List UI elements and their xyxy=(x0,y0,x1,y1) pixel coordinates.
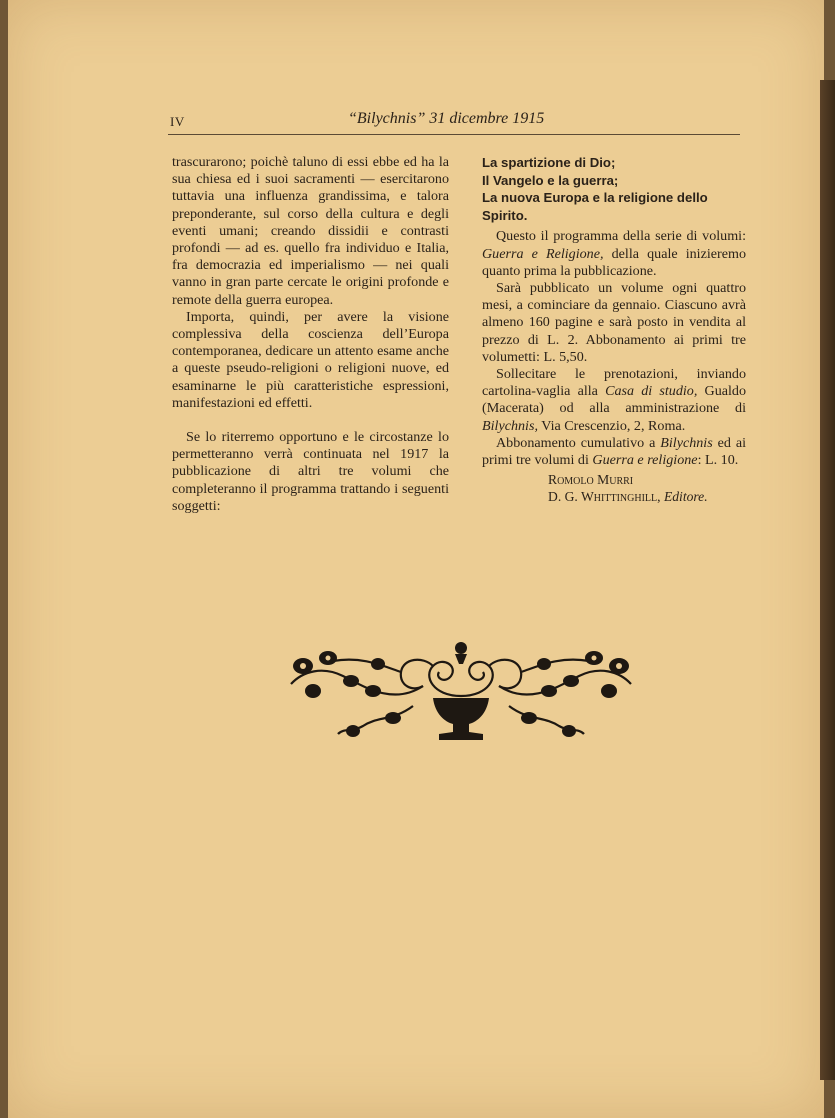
running-head: “Bilychnis” 31 dicembre 1915 xyxy=(348,110,545,127)
reservation-paragraph: Sollecitare le prenotazioni, inviando cartolina-vaglia alla Casa di studio, Gualdo (Macerata) od alla amministrazione di Bilychnis, Via Crescenzio, 2, Roma. xyxy=(482,366,747,434)
subject-item: La spartizione di Dio; xyxy=(482,155,616,170)
subjects-list xyxy=(482,154,746,224)
signature-murri: Romolo Murri xyxy=(548,472,634,488)
right-column xyxy=(482,154,746,506)
page-number: IV xyxy=(170,114,185,129)
left-paragraph-3: Se lo riterremo opportuno e le circostanze lo permetteranno verrà continuata nel 1917 la pubblicazione di altri tre volumi che completeranno il programma trattando i seguenti soggetti: xyxy=(172,429,449,514)
left-paragraph-1: trascurarono; poichè taluno di essi ebbe ed ha la sua chiesa ed i suoi sacramenti — esercitarono tuttavia una influenza grandissima, e talora preponderante, sul corso della cultura e degli eventi umani; creando dissidii e contrasti profondi — ad es. quello fra individuo e Italia, fra democrazia ed imperialismo — nei quali vanno in gran parte cercate le origini profonde e remote della guerra europea. xyxy=(172,154,449,308)
floral-urn-ornament-icon xyxy=(283,636,639,746)
signature-whittinghill: D. G. Whittinghill, Editore. xyxy=(548,489,708,505)
left-column xyxy=(172,154,449,515)
subscription-paragraph: Abbonamento cumulativo a Bilychnis ed ai primi tre volumi di Guerra e religione: L. 10. xyxy=(482,434,746,469)
program-paragraph: Questo il programma della serie di volumi: Guerra e Religione, della quale inizieremo quanto prima la pubblicazione. xyxy=(482,228,746,279)
subject-item: Il Vangelo e la guerra; xyxy=(482,172,619,188)
series-title: Guerra e Religione, xyxy=(482,245,604,262)
page xyxy=(8,0,824,1118)
left-paragraph-2: Importa, quindi, per avere la visione complessiva della coscienza dell’Europa contemporanea, dedicare un attento esame anche a queste pseudo-religioni o religioni nuove, ed esaminarne le più caratteristiche espressioni, manifestazioni ed effetti. xyxy=(172,308,449,411)
book-edge xyxy=(820,80,835,1080)
publication-paragraph: Sarà pubblicato un volume ogni quattro mesi, a cominciare da gennaio. Ciascuno avrà almeno 160 pagine e sarà posto in vendita al prezzo di L. 2. Abbonamento ai primi tre volumetti: L. 5,50. xyxy=(482,279,746,365)
page-header xyxy=(168,110,740,135)
subject-item: La nuova Europa e la religione dello Spirito. xyxy=(482,190,708,223)
